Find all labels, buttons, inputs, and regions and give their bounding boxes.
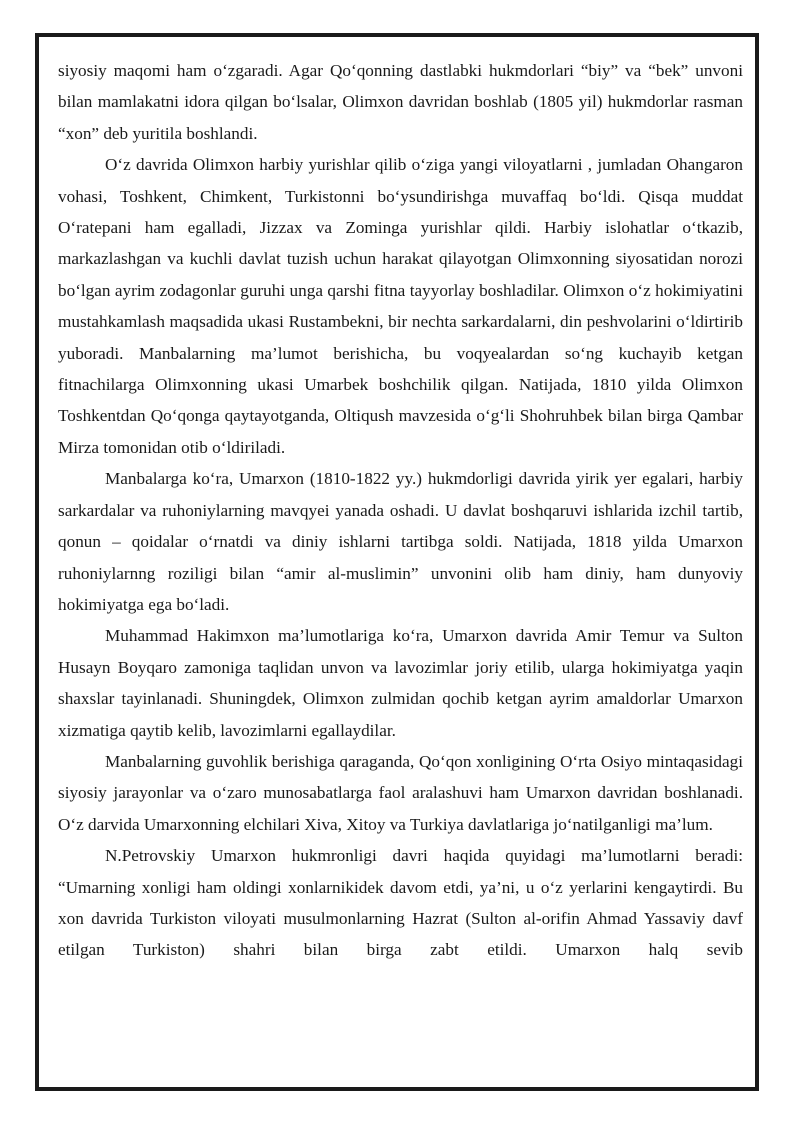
paragraph: siyosiy maqomi ham o‘zgaradi. Agar Qo‘qonning dastlabki hukmdorlari “biy” va “bek” unvoni bilan mamlakatni idora qilgan bo‘lsalar, Olimxon davridan boshlab (1805 yil) hukmdorlar rasman “xon” deb yuritila boshlandi. <box>58 61 743 143</box>
paragraph: Muhammad Hakimxon ma’lumotlariga ko‘ra, Umarxon davrida Amir Temur va Sulton Husayn Boyqaro zamoniga taqlidan unvon va lavozimlar joriy etilib, ularga hokimiyatga yaqin shaxslar tayinlanadi. Shuningdek, Olimxon zulmidan qochib ketgan ayrim amaldorlar Umarxon xizmatiga qaytib kelib, lavozimlarni egallaydilar. <box>58 626 743 740</box>
paragraph: Manbalarga ko‘ra, Umarxon (1810-1822 yy.) hukmdorligi davrida yirik yer egalari, harbiy sarkardalar va ruhoniylarning mavqyei yanada oshadi. U davlat boshqaruvi ishlarida izchil tartib, qonun – qoidalar o‘rnatdi va diniy ishlarni tartibga soldi. Natijada, 1818 yilda Umarxon ruhoniylarnng roziligi bilan “amir al-muslimin” unvonini olib ham diniy, ham dunyoviy hokimiyatga ega bo‘ladi. <box>58 469 743 614</box>
paragraph: N.Petrovskiy Umarxon hukmronligi davri haqida quyidagi ma’lumotlarni beradi: “Umarning xonligi ham oldingi xonlarnikidek davom etdi, ya’ni, u o‘z yerlarini kengaytirdi. Bu xon davrida Turkiston viloyati musulmonlarning Hazrat (Sulton al-orifin Ahmad Yassaviy davf etilgan Turkiston) shahri bilan birga zabt etildi. Umarxon halq sevib <box>58 846 743 960</box>
paragraph: Manbalarning guvohlik berishiga qaraganda, Qo‘qon xonligining O‘rta Osiyo mintaqasidagi siyosiy jarayonlar va o‘zaro munosabatlarga faol aralashuvi ham Umarxon davridan boshlanadi. O‘z darvida Umarxonning elchilari Xiva, Xitoy va Turkiya davlatlariga jo‘natilganligi ma’lum. <box>58 751 743 834</box>
paragraph: O‘z davrida Olimxon harbiy yurishlar qilib o‘ziga yangi viloyatlarni , jumladan Ohangaron vohasi, Toshkent, Chimkent, Turkistonni bo‘ysundirishga muvaffaq bo‘ldi. Qisqa muddat O‘ratepani ham egalladi, Jizzax va Zominga yurishlar qildi. Harbiy islohatlar o‘tkazib, markazlashgan va kuchli davlat tuzish uchun harakat qilayotgan Olimxonning siyosatidan norozi bo‘lgan ayrim zodagonlar guruhi unga qarshi fitna tayyorlay boshladilar. Olimxon o‘z hokimiyatini mustahkamlash maqsadida ukasi Rustambekni, bir nechta sarkardalarni, din peshvolarini o‘ldirtirib yuboradi. Manbalarning ma’lumot berishicha, bu voqyealardan so‘ng kuchayib ketgan fitnachilarga Olimxonning ukasi Umarbek boshchilik qilgan. Natijada, 1810 yilda Olimxon Toshkentdan Qo‘qonga qaytayotganda, Oltiqush mavzesida o‘g‘li Shohruhbek bilan birga Qambar Mirza tomonidan otib o‘ldiriladi. <box>58 155 743 457</box>
document-body <box>58 55 743 966</box>
